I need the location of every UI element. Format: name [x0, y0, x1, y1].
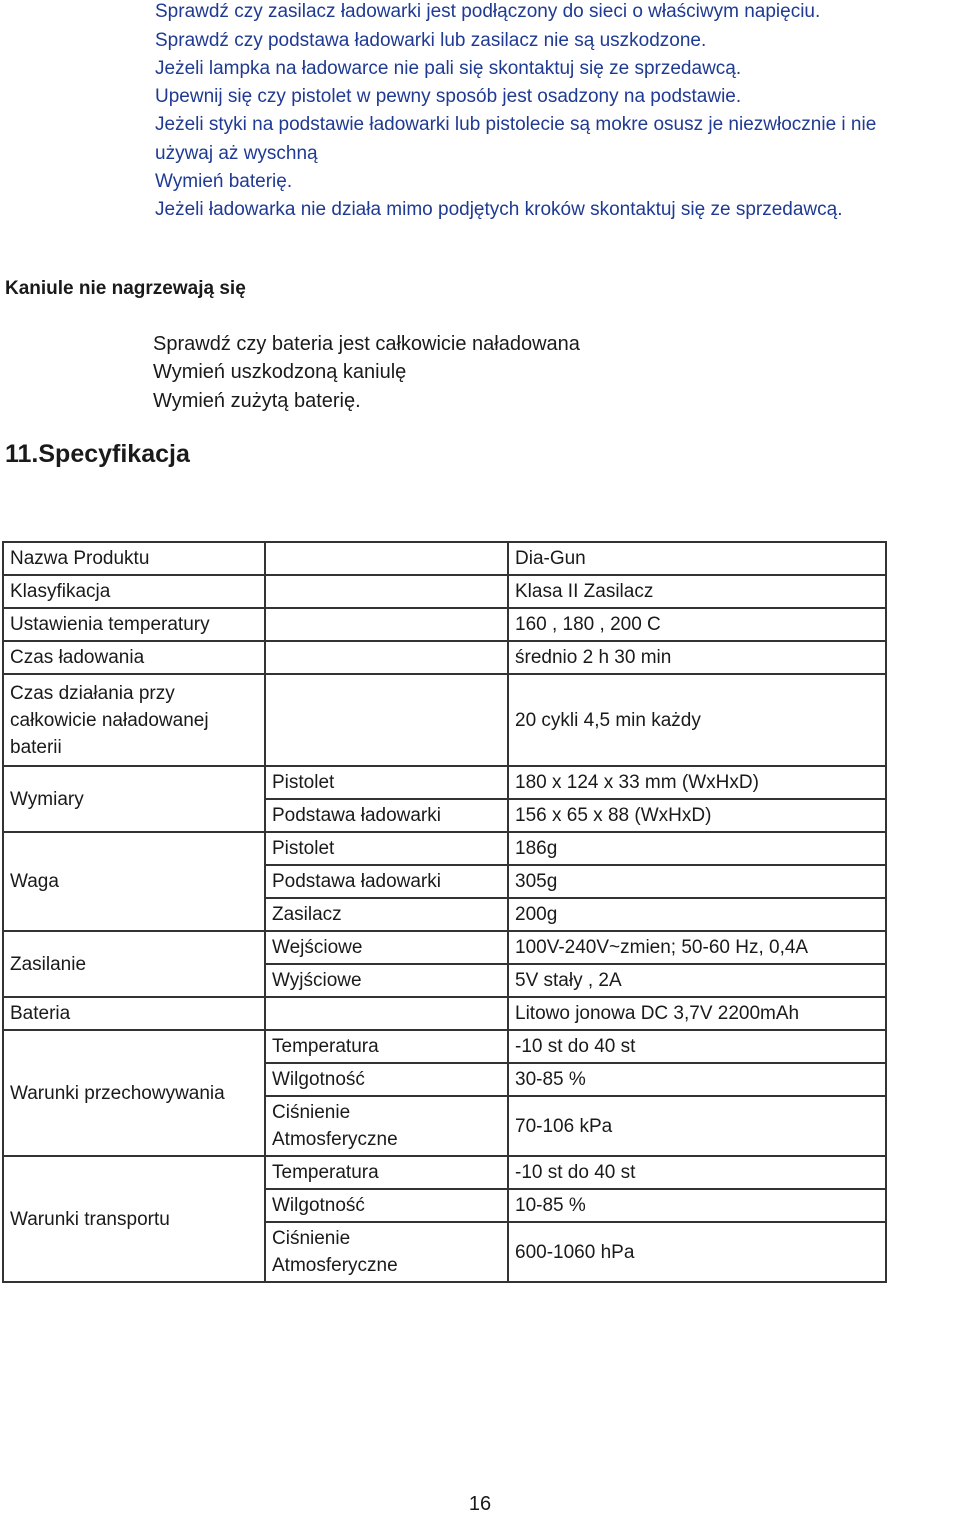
spec-value: -10 st do 40 st: [508, 1030, 886, 1063]
spec-sub: Pistolet: [265, 766, 508, 799]
spec-value: 186g: [508, 832, 886, 865]
spec-sub: [265, 608, 508, 641]
kaniule-line: Wymień zużytą baterię.: [153, 390, 361, 412]
spec-label: Bateria: [3, 997, 265, 1030]
spec-label-line: całkowicie naładowanej: [10, 709, 209, 731]
table-row: [3, 641, 886, 674]
checklist-line: Sprawdź czy podstawa ładowarki lub zasilacz nie są uszkodzone.: [155, 30, 707, 51]
checklist-line: Wymień baterię.: [155, 171, 293, 192]
spec-sub: Wyjściowe: [265, 964, 508, 997]
spec-label: Warunki przechowywania: [3, 1030, 265, 1156]
kaniule-line: Wymień uszkodzoną kaniulę: [153, 361, 407, 383]
spec-sub-line: Atmosferyczne: [272, 1129, 398, 1150]
spec-value: 30-85 %: [508, 1063, 886, 1096]
spec-sub-line: Ciśnienie: [272, 1102, 351, 1123]
table-row: [3, 575, 886, 608]
checklist-line: Sprawdź czy zasilacz ładowarki jest podłączony do sieci o właściwym napięciu.: [155, 1, 821, 22]
spec-value: Litowo jonowa DC 3,7V 2200mAh: [508, 997, 886, 1030]
spec-label: [3, 674, 265, 766]
spec-sub: Zasilacz: [265, 898, 508, 931]
spec-sub: Podstawa ładowarki: [265, 799, 508, 832]
spec-value: średnio 2 h 30 min: [508, 641, 886, 674]
spec-sub: [265, 1222, 508, 1282]
checklist-line: Upewnij się czy pistolet w pewny sposób jest osadzony na podstawie.: [155, 86, 742, 107]
table-row: [3, 674, 886, 766]
spec-sub: Pistolet: [265, 832, 508, 865]
spec-label: Ustawienia temperatury: [3, 608, 265, 641]
spec-label-line: Czas działania przy: [10, 682, 175, 704]
spec-sub-line: Atmosferyczne: [272, 1255, 398, 1276]
spec-value: 305g: [508, 865, 886, 898]
spec-label-line: baterii: [10, 736, 62, 758]
page-number: 16: [468, 1493, 492, 1515]
spec-sub: [265, 641, 508, 674]
spec-value: 180 x 124 x 33 mm (WxHxD): [508, 766, 886, 799]
spec-sub: Wilgotność: [265, 1189, 508, 1222]
spec-label: Klasyfikacja: [3, 575, 265, 608]
spec-sub: [265, 575, 508, 608]
table-row: [3, 931, 886, 964]
spec-value: 5V stały , 2A: [508, 964, 886, 997]
spec-label: Waga: [3, 832, 265, 931]
table-row: [3, 1030, 886, 1063]
spec-sub: [265, 674, 508, 766]
spec-value: Dia-Gun: [508, 542, 886, 575]
spec-sub: Wilgotność: [265, 1063, 508, 1096]
spec-label: Nazwa Produktu: [3, 542, 265, 575]
spec-table: [2, 541, 887, 1283]
spec-label: Czas ładowania: [3, 641, 265, 674]
table-row: [3, 832, 886, 865]
spec-value: 70-106 kPa: [508, 1096, 886, 1156]
spec-value: 156 x 65 x 88 (WxHxD): [508, 799, 886, 832]
spec-value: 20 cykli 4,5 min każdy: [508, 674, 886, 766]
table-row: [3, 542, 886, 575]
checklist-line: Jeżeli styki na podstawie ładowarki lub pistolecie są mokre osusz je niezwłocznie i nie: [155, 114, 877, 135]
checklist-line: używaj aż wyschną: [155, 143, 318, 164]
spec-value: 600-1060 hPa: [508, 1222, 886, 1282]
table-row: [3, 608, 886, 641]
spec-sub: Podstawa ładowarki: [265, 865, 508, 898]
spec-sub: Wejściowe: [265, 931, 508, 964]
spec-sub: [265, 542, 508, 575]
section-title-kaniule: Kaniule nie nagrzewają się: [5, 278, 246, 299]
table-row: [3, 997, 886, 1030]
spec-sub: Temperatura: [265, 1030, 508, 1063]
spec-value: 100V-240V~zmien; 50-60 Hz, 0,4A: [508, 931, 886, 964]
spec-sub: Temperatura: [265, 1156, 508, 1189]
spec-label: Warunki transportu: [3, 1156, 265, 1282]
kaniule-line: Sprawdź czy bateria jest całkowicie naładowana: [153, 333, 580, 355]
spec-label: Wymiary: [3, 766, 265, 832]
spec-value: 200g: [508, 898, 886, 931]
spec-value: 10-85 %: [508, 1189, 886, 1222]
spec-value: 160 , 180 , 200 C: [508, 608, 886, 641]
spec-sub-line: Ciśnienie: [272, 1228, 351, 1249]
spec-label: Zasilanie: [3, 931, 265, 997]
spec-heading: 11.Specyfikacja: [5, 440, 190, 468]
spec-sub: [265, 1096, 508, 1156]
checklist-line: Jeżeli lampka na ładowarce nie pali się skontaktuj się ze sprzedawcą.: [155, 58, 742, 79]
spec-value: -10 st do 40 st: [508, 1156, 886, 1189]
checklist-line: Jeżeli ładowarka nie działa mimo podjętych kroków skontaktuj się ze sprzedawcą.: [155, 199, 843, 220]
table-row: [3, 766, 886, 799]
spec-value: Klasa II Zasilacz: [508, 575, 886, 608]
spec-sub: [265, 997, 508, 1030]
table-row: [3, 1156, 886, 1189]
